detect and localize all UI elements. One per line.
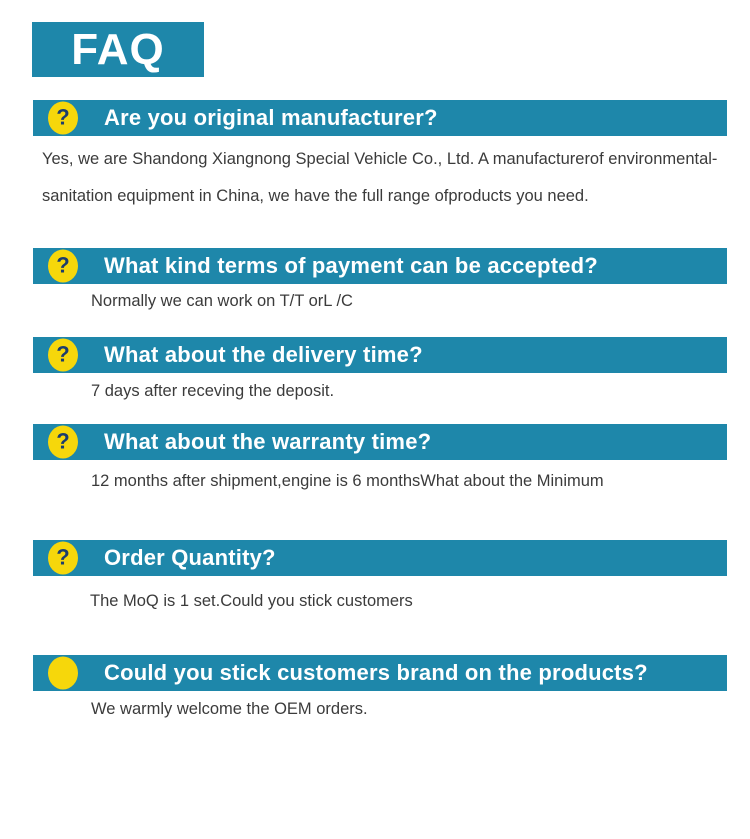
question-text: Order Quantity? — [104, 545, 276, 570]
question-mark-glyph: ? — [56, 341, 70, 366]
answer-line: 12 months after shipment,engine is 6 monthsWhat about the Minimum — [91, 472, 604, 490]
answer-line: We warmly welcome the OEM orders. — [91, 700, 368, 718]
dot-icon — [48, 657, 78, 690]
question-mark-glyph: ? — [56, 544, 70, 569]
question-text: Are you original manufacturer? — [104, 105, 438, 130]
answer-text — [42, 141, 717, 215]
page-title: FAQ — [32, 22, 204, 77]
answer-text — [91, 283, 353, 320]
question-mark-icon — [48, 250, 78, 283]
answer-text — [90, 583, 413, 620]
question-bar — [33, 337, 727, 373]
answer-line: sanitation equipment in China, we have the full range ofproducts you need. — [42, 187, 589, 205]
answer-line: Yes, we are Shandong Xiangnong Special Vehicle Co., Ltd. A manufacturerof environmental- — [42, 150, 718, 168]
answer-line: 7 days after receving the deposit. — [91, 382, 335, 400]
question-mark-icon — [48, 542, 78, 575]
answer-text — [91, 373, 334, 410]
question-mark-icon — [48, 102, 78, 135]
question-mark-glyph: ? — [56, 252, 70, 277]
answer-text — [91, 463, 604, 500]
question-bar — [33, 540, 727, 576]
question-bar — [33, 248, 727, 284]
question-mark-glyph: ? — [56, 104, 70, 129]
answer-text — [91, 691, 368, 728]
question-bar — [33, 424, 727, 460]
question-bar — [33, 100, 727, 136]
answer-line: The MoQ is 1 set.Could you stick customers — [90, 592, 413, 610]
question-mark-icon — [48, 426, 78, 459]
question-mark-glyph: ? — [56, 428, 70, 453]
question-bar — [33, 655, 727, 691]
question-text: What about the delivery time? — [104, 342, 423, 367]
question-text: Could you stick customers brand on the products? — [104, 660, 648, 685]
question-text: What about the warranty time? — [104, 429, 432, 454]
answer-line: Normally we can work on T/T orL /C — [91, 292, 353, 310]
question-text: What kind terms of payment can be accepted? — [104, 253, 598, 278]
question-mark-icon — [48, 339, 78, 372]
